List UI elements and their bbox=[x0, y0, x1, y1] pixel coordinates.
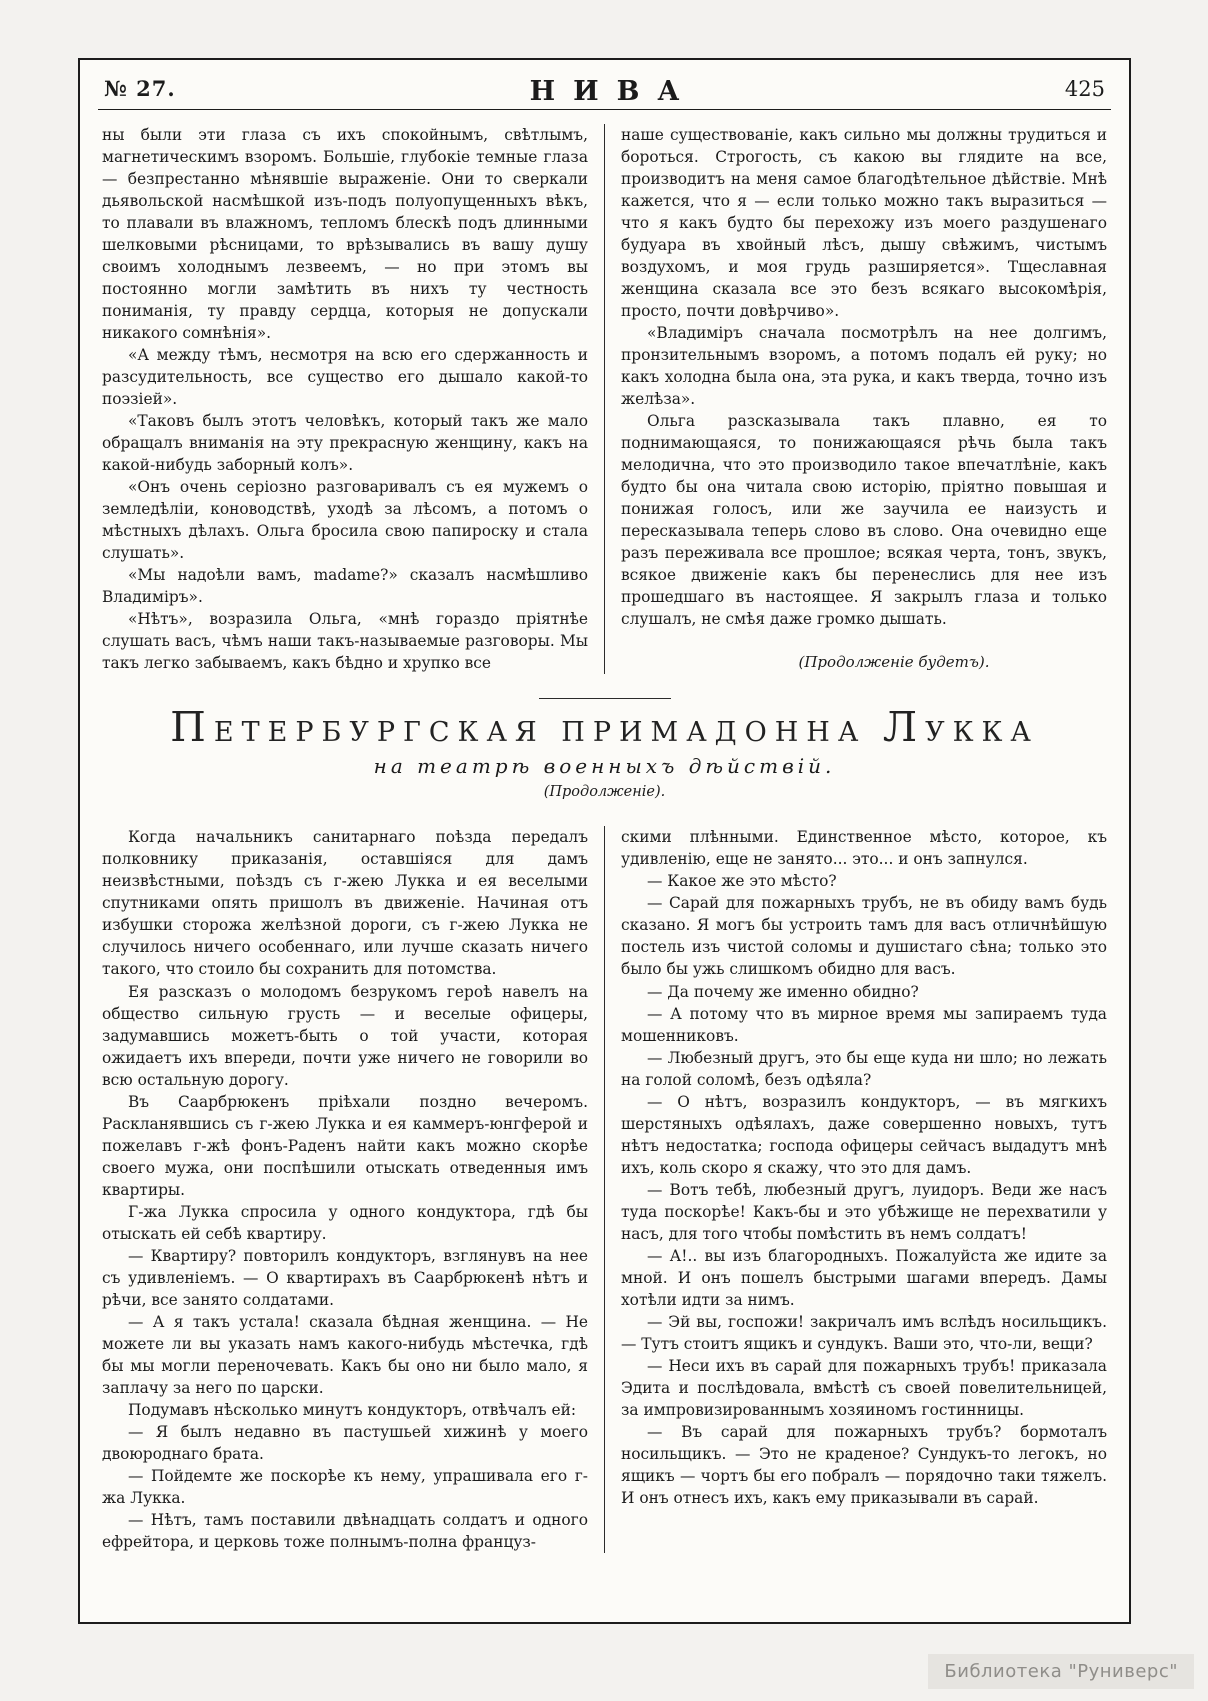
paragraph: скими плѣнными. Единственное мѣсто, которое, къ удивленію, еще не занято... это... и онъ запнулся. bbox=[621, 828, 1107, 869]
paragraph: — Да почему же именно обидно? bbox=[647, 982, 919, 1001]
story1-columns bbox=[96, 110, 1113, 674]
to-be-continued-note: (Продолженіе будетъ). bbox=[798, 653, 990, 672]
paragraph: — Сарай для пожарныхъ трубъ, не въ обиду вамъ будь сказано. Я могъ бы устроить тамъ для васъ отличнѣйшую постель изъ чистой соломы и душистаго сѣна; только это было бы ужь слишкомъ обидно для васъ. bbox=[621, 894, 1107, 979]
library-watermark: Библиотека "Руниверс" bbox=[928, 1654, 1194, 1689]
title-initial: Л bbox=[882, 703, 926, 752]
paragraph: — Неси ихъ въ сарай для пожарныхъ трубъ! приказала Эдита и послѣдовала, вмѣстѣ съ своей повелительницей, за импровизированнымъ хозяиномъ гостинницы. bbox=[621, 1356, 1107, 1419]
paragraph: — Вотъ тебѣ, любезный другъ, луидоръ. Веди же насъ туда поскорѣе! Какъ-бы и это убѣжище не перехватили у насъ, для того чтобы помѣстить въ немъ солдатъ! bbox=[621, 1180, 1107, 1243]
paragraph: «Нѣтъ», возразила Ольга, «мнѣ гораздо пріятнѣе слушать васъ, чѣмъ наши такъ-называемые разговоры. Мы такъ легко забываемъ, какъ бѣдно и хрупко все bbox=[102, 610, 588, 673]
paragraph: — А потому что въ мирное время мы запираемъ туда мошенниковъ. bbox=[621, 1004, 1107, 1045]
section-divider bbox=[539, 698, 671, 699]
paragraph: — Въ сарай для пожарныхъ трубъ? бормоталъ носильщикъ. — Это не краденое? Сундукъ-то легокъ, но ящикъ — чортъ бы его побралъ — порядочно таки тяжелъ. И онъ отнесъ ихъ, какъ ему приказывали въ сарай. bbox=[621, 1422, 1107, 1507]
story2-columns bbox=[96, 812, 1113, 1553]
continuation-note: (Продолженіе). bbox=[543, 784, 666, 801]
paragraph: — Пойдемте же поскорѣе къ нему, упрашивала его г-жа Лукка. bbox=[102, 1466, 588, 1507]
paragraph: — Я былъ недавно въ пастушьей хижинѣ у моего двоюроднаго брата. bbox=[102, 1422, 588, 1463]
title-initial: П bbox=[170, 703, 214, 752]
paragraph: — Эй вы, госпожи! закричалъ имъ вслѣдъ носильщикъ. — Тутъ стоитъ ящикъ и сундукъ. Ваши это, что-ли, вещи? bbox=[621, 1312, 1107, 1353]
story-title bbox=[96, 703, 1113, 752]
paragraph: «Мы надоѣли вамъ, madame?» сказалъ насмѣшливо Владиміръ». bbox=[102, 566, 588, 607]
paragraph: «Владиміръ сначала посмотрѣлъ на нее долгимъ, пронзительнымъ взоромъ, а потомъ подалъ ей руку; но какъ холодна была она, эта рука, и какъ тверда, точно изъ желѣза». bbox=[621, 324, 1107, 409]
paragraph: Ольга разсказывала такъ плавно, ея то поднимающаяся, то понижающаяся рѣчь была такъ мелодична, что это производило такое впечатлѣніе, какъ будто бы она читала свою исторію, пріятно повышая и понижая голосъ, или же заучила ее наизусть и пересказывала теперь слово въ слово. Она очевидно еще разъ переживала все прошлое; всякая черта, тонъ, звукъ, всякое движеніе какъ бы перенеслись для нее изъ прошедшаго въ настоящее. Я закрылъ глаза и только слушалъ, не смѣя даже громко дышать. bbox=[621, 412, 1107, 629]
paragraph: Г-жа Лукка спросила у одного кондуктора, гдѣ бы отыскать ей себѣ квартиру. bbox=[102, 1202, 588, 1243]
page-header bbox=[96, 60, 1113, 109]
paragraph: «Онъ очень серіозно разговаривалъ съ ея мужемъ о земледѣліи, коноводствѣ, уходѣ за лѣсомъ, а потомъ о мѣстныхъ дѣлахъ. Ольга бросила свою папироску и стала слушать». bbox=[102, 478, 588, 563]
paragraph: наше существованіе, какъ сильно мы должны трудиться и бороться. Строгость, съ какою вы глядите на все, производитъ на меня самое благодѣтельное дѣйствіе. Мнѣ кажется, что я — если только можно такъ выразиться — что я какъ будто бы перехожу изъ моего раздушенаго будуара въ хвойный лѣсъ, дышу свѣжимъ, чистымъ воздухомъ, и моя грудь разширяется». Тщеславная женщина сказала все это безъ всякаго высокомѣрія, просто, почти довѣрчиво». bbox=[621, 126, 1107, 321]
paragraph: Когда начальникъ санитарнаго поѣзда передалъ полковнику приказанія, оставшіяся для дамъ неизвѣстными, поѣздъ съ г-жею Лукка и ея веселыми спутниками опять пришолъ въ движеніе. Начиная отъ избушки сторожа желѣзной дороги, съ г-жею Лукка не случилось ничего особеннаго, или лучше сказать ничего такого, что стоило бы сохранить для потомства. bbox=[102, 828, 588, 979]
title-text: ЕТЕРБУРГСКАЯ ПРИМАДОННА bbox=[213, 717, 867, 749]
story1-right-column bbox=[605, 124, 1113, 674]
story2-right-column bbox=[605, 826, 1113, 1553]
paragraph: «А между тѣмъ, несмотря на всю его сдержанность и разсудительность, все существо его дышало какой-то поэзіей». bbox=[102, 346, 588, 409]
paragraph: «Таковъ былъ этотъ человѣкъ, который такъ же мало обращалъ вниманія на эту прекрасную женщину, какъ на какой-нибудь заборный колъ». bbox=[102, 412, 588, 475]
paragraph: Ея разсказъ о молодомъ безрукомъ героѣ навелъ на общество сильную грусть — и веселые офицеры, задумавшись можетъ-быть о той участи, которая ожидаетъ ихъ впереди, почти уже ничего не говорили во всю остальную дорогу. bbox=[102, 982, 588, 1089]
story2-left-column bbox=[96, 826, 604, 1553]
issue-number: № 27. bbox=[104, 76, 176, 101]
page-number: 425 bbox=[1064, 77, 1105, 101]
masthead-title: НИВА bbox=[529, 76, 698, 107]
paragraph: — Квартиру? повторилъ кондукторъ, взглянувъ на нее съ удивленіемъ. — О квартирахъ въ Саарбрюкенѣ нѣтъ и рѣчи, все занято солдатами. bbox=[102, 1246, 588, 1309]
magazine-page bbox=[78, 58, 1131, 1624]
paragraph: — А!.. вы изъ благородныхъ. Пожалуйста же идите за мной. И онъ пошелъ быстрыми шагами впередъ. Дамы хотѣли идти за нимъ. bbox=[621, 1246, 1107, 1309]
paragraph: — Нѣтъ, тамъ поставили двѣнадцать солдатъ и одного ефрейтора, и церковь тоже полнымъ-полна француз- bbox=[102, 1510, 588, 1551]
paragraph: Въ Саарбрюкенъ пріѣхали поздно вечеромъ. Раскланявшись съ г-жею Лукка и ея каммеръ-юнгферой и пожелавъ г-жѣ фонъ-Раденъ найти какъ можно скорѣе своего мужа, они поспѣшили отыскать отведенныя имъ квартиры. bbox=[102, 1092, 588, 1199]
story1-right-text bbox=[621, 124, 1107, 630]
title-text: УККА bbox=[925, 717, 1039, 749]
paragraph: ны были эти глаза съ ихъ спокойнымъ, свѣтлымъ, магнетическимъ взоромъ. Большіе, глубокіе темные глаза — безпрестанно мѣнявшіе выраженіе. Они то сверкали дьявольской насмѣшкой изъ-подъ полуопущенныхъ вѣкъ, то плавали въ влажномъ, тепломъ блескѣ подъ длинными шелковыми рѣсницами, то врѣзывались въ вашу душу своимъ холоднымъ лезвеемъ, — но при этомъ вы постоянно могли замѣтить въ нихъ ту честность пониманія, ту правду сердца, которыя не допускали никакого сомнѣнія». bbox=[102, 126, 588, 343]
story1-left-column bbox=[96, 124, 604, 674]
paragraph: — О нѣтъ, возразилъ кондукторъ, — въ мягкихъ шерстяныхъ одѣялахъ, даже совершенно новыхъ, тутъ нѣтъ недостатка; господа офицеры сейчасъ выдадутъ мнѣ ихъ, коль скоро я скажу, что это для дамъ. bbox=[621, 1092, 1107, 1177]
paragraph: Подумавъ нѣсколько минутъ кондукторъ, отвѣчалъ ей: bbox=[128, 1400, 577, 1419]
paragraph: — А я такъ устала! сказала бѣдная женщина. — Не можете ли вы указать намъ какого-нибудь мѣстечка, гдѣ бы мы могли переночевать. Какъ бы оно ни было мало, я заплачу за него по царски. bbox=[102, 1312, 588, 1397]
paragraph: — Какое же это мѣсто? bbox=[647, 872, 837, 891]
paragraph: — Любезный другъ, это бы еще куда ни шло; но лежать на голой соломѣ, безъ одѣяла? bbox=[621, 1048, 1107, 1089]
story-subtitle: на театрѣ военныхъ дѣйствій. bbox=[373, 754, 836, 779]
